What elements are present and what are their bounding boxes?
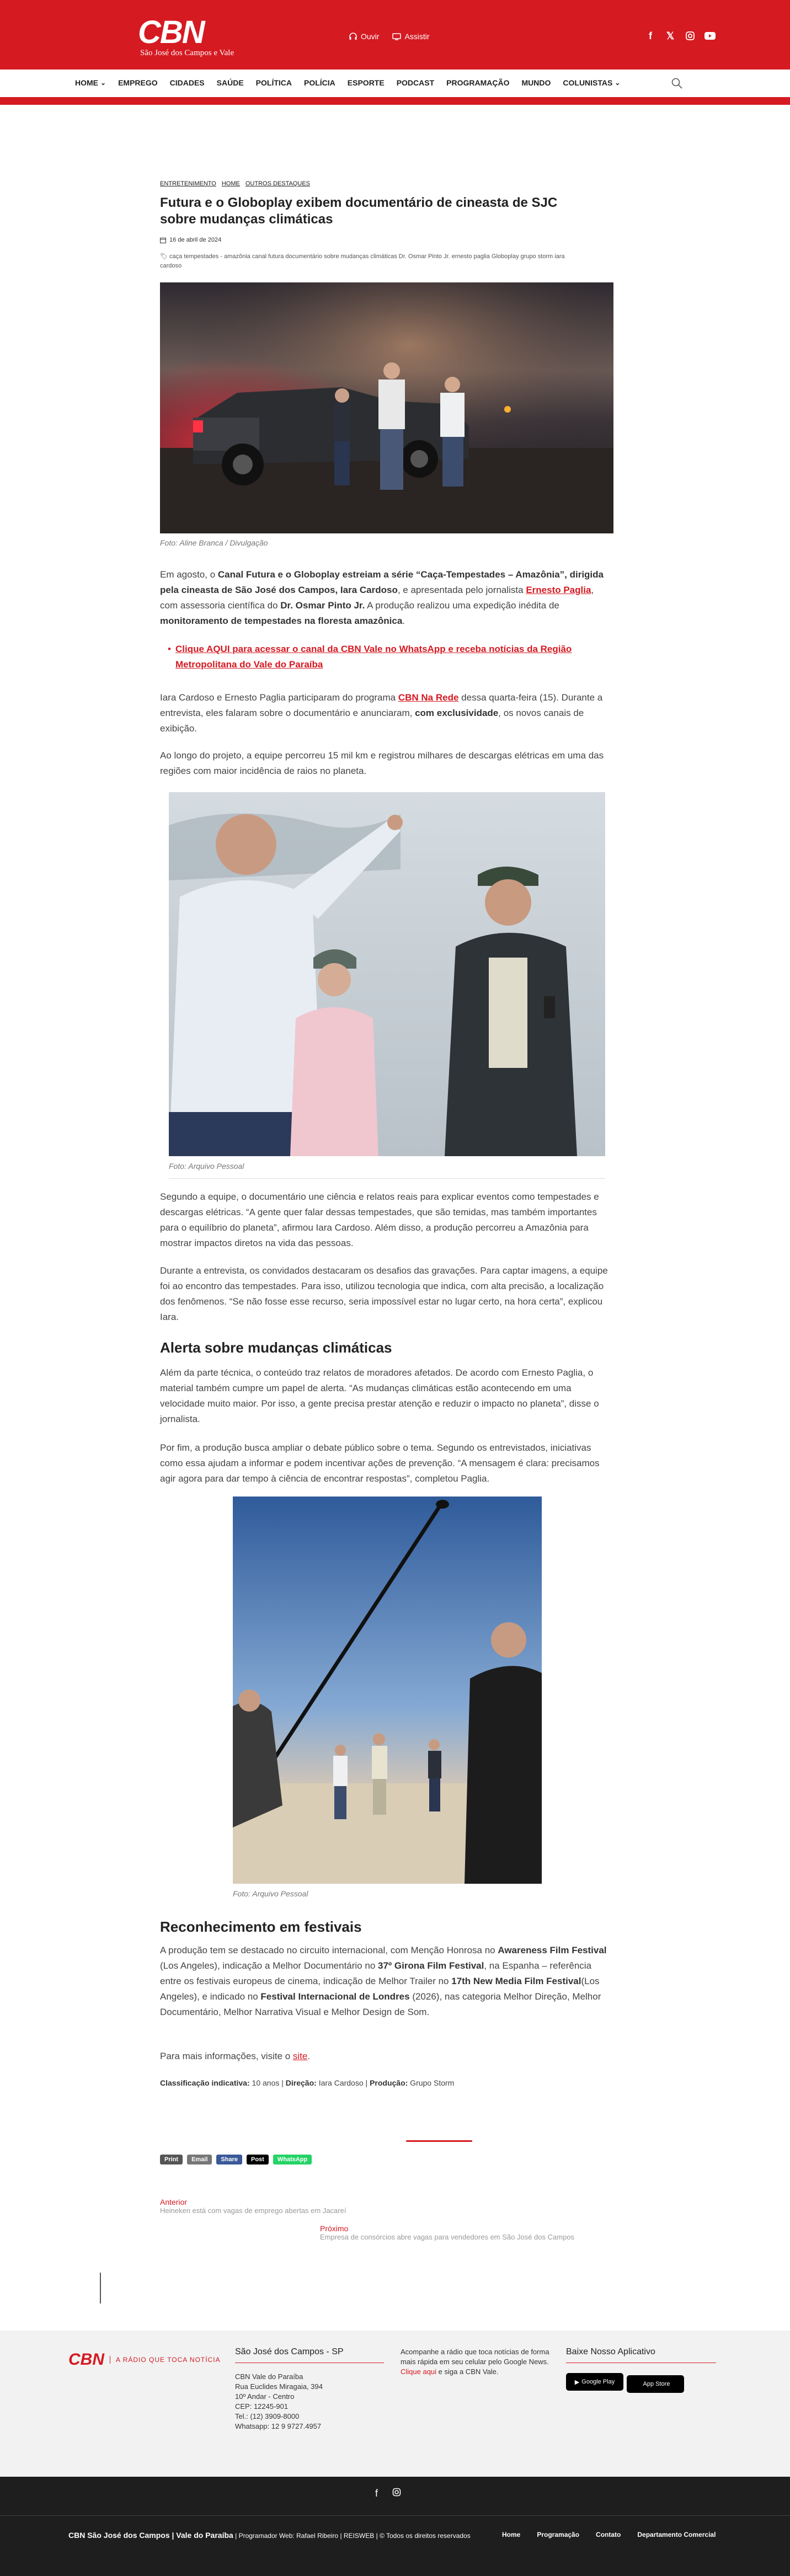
paragraph-more-info: Para mais informações, visite o site. xyxy=(160,2051,311,2061)
logo-text: CBN xyxy=(138,14,204,50)
logo-subtitle: São José dos Campos e Vale xyxy=(140,49,234,57)
nav-item-label: CIDADES xyxy=(169,78,205,87)
footer-divider xyxy=(0,2515,790,2516)
watch-label: Assistir xyxy=(404,32,430,41)
keywords-text[interactable]: caça tempestades - amazônia canal futura documentário sobre mudanças climáticas Dr. Osmar Pinto Jr. ernesto paglia Globoplay grupo storm iara cardoso xyxy=(160,253,565,269)
bullet-icon: • xyxy=(168,644,171,654)
google-news-text: Acompanhe a rádio que toca notícias de forma mais rápida em seu celular pelo Google News. Clique aqui e siga a CBN Vale. xyxy=(401,2348,549,2376)
footer-link[interactable]: Programação xyxy=(537,2531,580,2538)
app-store-button[interactable]: App Store xyxy=(627,2375,684,2393)
nav-item-home[interactable] xyxy=(75,78,106,87)
copyright: CBN São José dos Campos | Vale do Paraíba | Programador Web: Rafael Ribeiro | REISWEB | © Todos os direitos reservados xyxy=(68,2531,471,2540)
top-header xyxy=(0,0,790,70)
address-line: Tel.: (12) 3909-8000 xyxy=(235,2412,300,2420)
category-tag[interactable]: ENTRETENIMENTO xyxy=(160,180,216,187)
tv-icon xyxy=(392,33,401,40)
header-social xyxy=(644,30,716,42)
footer-tagline: A RÁDIO QUE TOCA NOTÍCIA xyxy=(110,2356,221,2364)
footer-logo[interactable] xyxy=(68,2350,221,2369)
article-keywords xyxy=(160,252,585,271)
nav-item-emprego[interactable] xyxy=(118,78,158,87)
paragraph-intro: Em agosto, o Canal Futura e o Globoplay estreiam a série “Caça-Tempestades – Amazônia”, dirigida pela cineasta de São José dos Campos, Iara Cardoso, e apresentada pelo jornalista Ernesto Paglia, com assessoria científica do Dr. Osmar Pinto Jr. A produção realizou uma expedição inédita de monitoramento de tempestades na floresta amazônica. xyxy=(160,569,604,626)
footer-link[interactable]: Home xyxy=(502,2531,521,2538)
nav-divider xyxy=(0,97,790,105)
listen-label: Ouvir xyxy=(361,32,380,41)
google-play-icon: ▶ xyxy=(574,2379,580,2386)
nav-item-label: POLÍTICA xyxy=(255,78,292,87)
footer-logo-text: CBN xyxy=(68,2350,104,2369)
chevron-down-icon: ⌄ xyxy=(100,79,106,87)
nav-item-label: HOME xyxy=(75,78,98,87)
credits-line: Classificação indicativa: 10 anos | Direção: Iara Cardoso | Produção: Grupo Storm xyxy=(160,2078,455,2087)
search-icon[interactable] xyxy=(671,77,683,89)
share-post-button[interactable]: Post xyxy=(247,2155,269,2165)
paragraph-challenges: Durante a entrevista, os convidados destacaram os desafios das gravações. Para captar imagens, a equipe foi ao encontro das tempestades. Para isso, utilizou tecnologia que indica, com alta precisão, a localização dos fenômenos. “Se não fosse esse recurso, seria impossível estar no lugar certo, na hora certa”, explicou Iara. xyxy=(160,1265,608,1322)
photo-caption-3: Foto: Arquivo Pessoal xyxy=(233,1889,308,1898)
date-text: 16 de abril de 2024 xyxy=(169,237,222,243)
footer-instagram-icon[interactable] xyxy=(392,2488,401,2499)
headphones-icon xyxy=(349,32,357,41)
share-buttons xyxy=(160,2155,312,2165)
next-title: Empresa de consórcios abre vagas para vendedores em São José dos Campos xyxy=(320,2233,575,2241)
nav-item-esporte[interactable] xyxy=(348,78,385,87)
nav-menu xyxy=(75,78,620,87)
photo-caption-2: Foto: Arquivo Pessoal xyxy=(169,1162,244,1171)
section-heading-alert: Alerta sobre mudanças climáticas xyxy=(160,1339,392,1356)
cbn-na-rede-link[interactable]: CBN Na Rede xyxy=(398,692,459,703)
section-heading-festivals: Reconhecimento em festivais xyxy=(160,1918,362,1935)
share-whatsapp-button[interactable]: WhatsApp xyxy=(273,2155,312,2165)
youtube-icon[interactable] xyxy=(704,30,716,42)
next-post[interactable] xyxy=(320,2224,574,2241)
whatsapp-channel-link[interactable]: Clique AQUI para acessar o canal da CBN Vale no WhatsApp e receba notícias da Região Metropolitana do Vale do Paraíba xyxy=(175,644,572,670)
previous-title: Heineken está com vagas de emprego abertas em Jacareí xyxy=(160,2206,346,2215)
footer-address xyxy=(235,2347,384,2431)
caption-divider xyxy=(169,1178,605,1179)
nav-item-label: ESPORTE xyxy=(347,78,385,87)
footer-google-news xyxy=(401,2347,551,2377)
address-line: Whatsapp: 12 9 9727.4957 xyxy=(235,2422,322,2430)
article-date xyxy=(160,237,613,243)
footer-link[interactable]: Departamento Comercial xyxy=(637,2531,716,2538)
address-line: CEP: 12245-901 xyxy=(235,2402,289,2411)
listen-button[interactable] xyxy=(349,32,379,41)
ernesto-paglia-link[interactable]: Ernesto Paglia xyxy=(526,585,591,595)
app-title: Baixe Nosso Aplicativo xyxy=(566,2347,716,2363)
nav-item-colunistas[interactable] xyxy=(563,78,620,87)
nav-item-label: COLUNISTAS xyxy=(563,78,613,87)
nav-item-label: POLÍCIA xyxy=(304,78,335,87)
post-navigation xyxy=(160,2198,613,2241)
next-label: Próximo xyxy=(320,2224,349,2233)
article-photo-2 xyxy=(169,792,605,1156)
address-line: 10º Andar - Centro xyxy=(235,2392,295,2401)
nav-item-label: PODCAST xyxy=(396,78,435,87)
vertical-rule xyxy=(100,2273,101,2304)
nav-item-política[interactable] xyxy=(256,78,292,87)
paragraph-debate: Por fim, a produção busca ampliar o debate público sobre o tema. Segundo os entrevistados, iniciativas como essa ajudam a informar e podem incentivar ações de prevenção. “A mensagem é clara: precisamos agir agora para dar tempo à ciência de encontrar respostas”, completou Paglia. xyxy=(160,1442,600,1484)
footer-address-body xyxy=(235,2372,384,2431)
instagram-icon[interactable] xyxy=(684,30,696,42)
nav-item-label: PROGRAMAÇÃO xyxy=(446,78,510,87)
article-photo-1 xyxy=(160,282,613,533)
footer-links xyxy=(502,2531,716,2538)
paragraph-expedition: Ao longo do projeto, a equipe percorreu 15 mil km e registrou milhares de descargas elétricas em uma das regiões com maior incidência de raios no planeta. xyxy=(160,750,604,776)
nav-item-label: MUNDO xyxy=(521,78,551,87)
article-title: Futura e o Globoplay exibem documentário de cineasta de SJC sobre mudanças climáticas xyxy=(160,195,558,227)
footer-address-title: São José dos Campos - SP xyxy=(235,2347,384,2363)
site-link[interactable]: site xyxy=(292,2051,308,2061)
category-tag[interactable]: OUTROS DESTAQUES xyxy=(245,180,311,187)
site-footer xyxy=(0,2331,790,2477)
address-line: CBN Vale do Paraíba xyxy=(235,2372,303,2381)
nav-item-label: EMPREGO xyxy=(118,78,158,87)
share-email-button[interactable]: Email xyxy=(187,2155,212,2165)
footer-app xyxy=(566,2347,716,2393)
nav-item-saúde[interactable] xyxy=(217,78,244,87)
footer-social xyxy=(375,2488,401,2499)
paragraph-cbn-na-rede: Iara Cardoso e Ernesto Paglia participaram do programa CBN Na Rede dessa quarta-feira (15). Durante a entrevista, eles falaram sobre o documentário e anunciaram, com exclusividade, os novos canais de exibição. xyxy=(160,692,603,734)
footer-facebook-icon[interactable]: f xyxy=(375,2488,378,2499)
paragraph-science: Segundo a equipe, o documentário une ciência e relatos reais para explicar eventos como tempestades e descargas elétricas. “A gente quer falar dessas tempestades, que são temidas, mas também importantes para o equilíbrio do planeta”, afirmou Iara Cardoso. Além disso, a produção percorreu a Amazônia para mostrar impactos diretos na vida das pessoas. xyxy=(160,1191,599,1248)
footer-link[interactable]: Contato xyxy=(596,2531,621,2538)
media-links xyxy=(349,32,430,41)
article-tags xyxy=(160,180,613,187)
share-share-button[interactable]: Share xyxy=(216,2155,242,2165)
nav-item-label: SAÚDE xyxy=(216,78,244,87)
nav-item-programação[interactable] xyxy=(446,78,509,87)
chevron-down-icon: ⌄ xyxy=(615,79,621,87)
article-photo-3 xyxy=(233,1497,542,1884)
nav-item-podcast[interactable] xyxy=(397,78,434,87)
previous-label: Anterior xyxy=(160,2198,188,2206)
tag-icon: 🏷 xyxy=(160,253,168,260)
calendar-icon xyxy=(160,237,166,243)
nav-item-mundo[interactable] xyxy=(522,78,551,87)
address-line: Rua Euclides Miragaia, 394 xyxy=(235,2382,323,2391)
site-logo[interactable] xyxy=(138,14,234,58)
whatsapp-callout xyxy=(168,642,613,672)
separator-accent xyxy=(406,2140,472,2142)
category-tag[interactable]: HOME xyxy=(221,180,240,187)
main-nav xyxy=(0,70,790,97)
facebook-icon[interactable]: f xyxy=(649,30,652,41)
paragraph-alert: Além da parte técnica, o conteúdo traz relatos de moradores afetados. De acordo com Ernesto Paglia, o material também cumpre um papel de alerta. “As mudanças climáticas estão acontecendo em uma velocidade muito maior. Por isso, a gente precisa prestar atenção e reduzir o impacto no planeta”, disse o jornalista. xyxy=(160,1367,599,1424)
watch-button[interactable] xyxy=(392,32,429,41)
paragraph-festivals: A produção tem se destacado no circuito internacional, com Menção Honrosa no Awareness Film Festival (Los Angeles), indicação a Melhor Documentário no 37º Girona Film Festival, na Espanha – referência entre os festivais europeus de cinema, indicação de Melhor Trailer no 17th New Media Film Festival(Los Angeles), e indicado no Festival Internacional de Londres (2026), nas categoria Melhor Direção, Melhor Documentário, Melhor Narrativa Visual e Melhor Design de Som. xyxy=(160,1945,607,2017)
nav-item-cidades[interactable] xyxy=(170,78,205,87)
nav-item-polícia[interactable] xyxy=(304,78,335,87)
x-icon[interactable]: 𝕏 xyxy=(666,30,675,41)
footer-bottom xyxy=(0,2477,790,2576)
google-play-button[interactable]: ▶ Google Play xyxy=(566,2373,623,2391)
previous-post[interactable] xyxy=(160,2198,613,2215)
share-print-button[interactable]: Print xyxy=(160,2155,183,2165)
google-news-link[interactable]: Clique aqui xyxy=(401,2367,437,2376)
article-header xyxy=(160,180,613,271)
photo-caption-1: Foto: Aline Branca / Divulgação xyxy=(160,538,268,547)
